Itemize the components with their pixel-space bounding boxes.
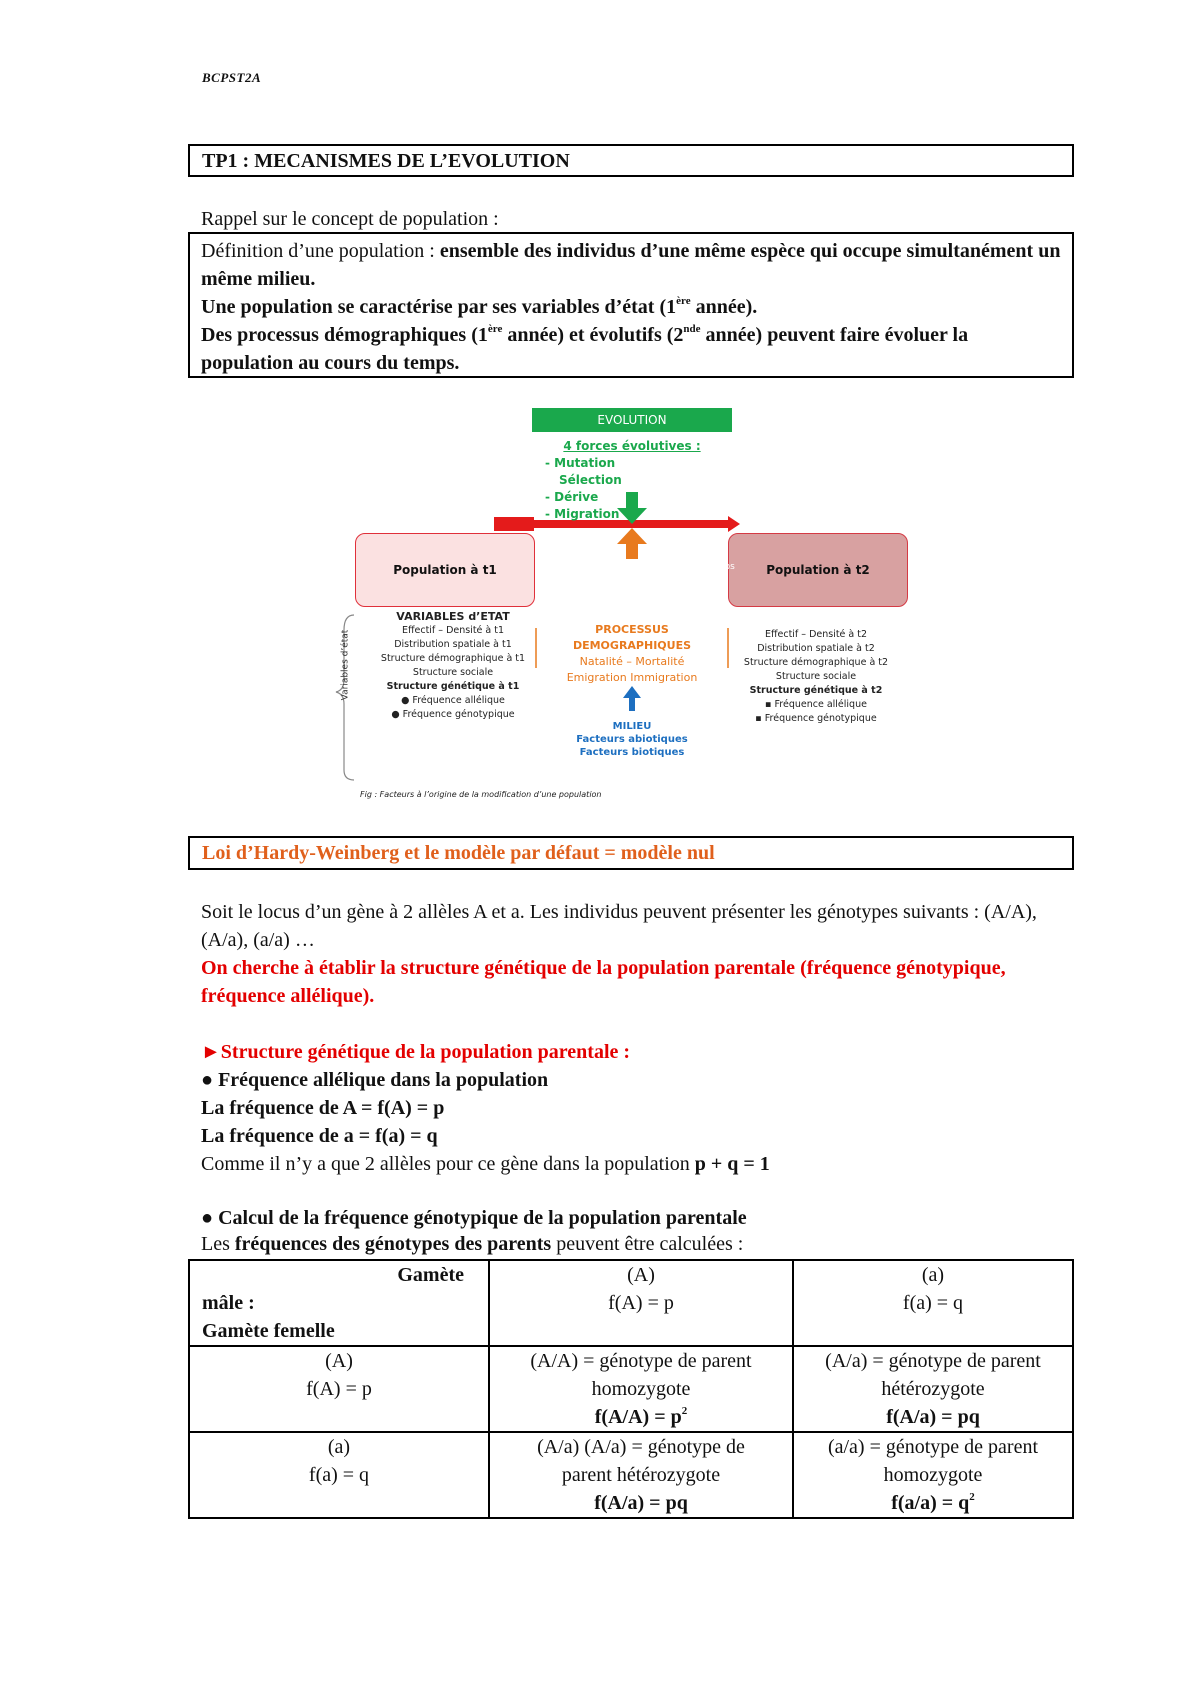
hardy-weinberg-title: Loi d’Hardy-Weinberg et le modèle par défaut = modèle nul xyxy=(188,836,1074,870)
corner-male: mâle : xyxy=(202,1292,255,1314)
line2-b: année). xyxy=(690,296,758,318)
population-t2: Population à t2 xyxy=(728,533,908,607)
table-corner xyxy=(189,1260,489,1346)
row-header-A xyxy=(189,1346,489,1432)
forces-title: 4 forces évolutives : xyxy=(563,439,701,453)
cell-aa-sup: 2 xyxy=(969,1491,975,1503)
allele-frequency-heading: ● Fréquence allélique dans la population xyxy=(201,1069,549,1091)
row-a: (a) xyxy=(327,1436,351,1458)
milieu-item: Facteurs biotiques xyxy=(579,747,685,758)
demo-arrow-shaft xyxy=(626,543,638,559)
forces-list xyxy=(515,438,749,523)
line3-sup2: nde xyxy=(683,323,701,335)
cell-aa xyxy=(793,1432,1073,1518)
variable-item: Effectif – Densité à t2 xyxy=(764,629,868,640)
variable-item: Structure génétique à t1 xyxy=(386,681,520,692)
col-a: (a) xyxy=(921,1264,945,1286)
definition-line1 xyxy=(201,237,1061,293)
variable-item: Structure sociale xyxy=(412,667,494,678)
force-item: - Mutation xyxy=(545,456,616,470)
cell-Aa-line1: (A/a) = génotype de parent xyxy=(825,1350,1041,1372)
intro-bold: fréquences des génotypes des parents xyxy=(234,1233,552,1255)
evolution-header: EVOLUTION xyxy=(532,408,732,432)
cell-Aa-line2: hétérozygote xyxy=(881,1378,985,1400)
variables-t1 xyxy=(378,610,528,722)
milieu-title: MILIEU xyxy=(612,721,652,732)
demo-item: Natalité – Mortalité xyxy=(579,655,685,668)
definition-line2 xyxy=(201,293,1061,321)
demo-title-1: PROCESSUS xyxy=(595,623,669,636)
variable-item: Structure génétique à t2 xyxy=(749,685,883,696)
cell-aA-freq: f(A/a) = pq xyxy=(594,1492,688,1514)
cell-aa-formula: f(a/a) = q xyxy=(891,1492,970,1514)
line2-a: Une population se caractérise par ses variables d’état (1 xyxy=(201,296,677,318)
intro-a: Les xyxy=(201,1233,235,1255)
demo-title-2: DEMOGRAPHIQUES xyxy=(572,639,692,652)
cell-aa-line1: (a/a) = génotype de parent xyxy=(827,1436,1039,1458)
force-item: - Dérive xyxy=(545,490,599,504)
cell-AA-line2: homozygote xyxy=(591,1378,691,1400)
variable-item: Effectif – Densité à t1 xyxy=(401,625,505,636)
col-A-freq: f(A) = p xyxy=(608,1292,674,1314)
figure-caption: Fig : Facteurs à l’origine de la modification d’une population xyxy=(360,790,602,799)
header-tag: BCPST2A xyxy=(202,70,262,85)
col-header-A xyxy=(489,1260,793,1346)
milieu-item: Facteurs abiotiques xyxy=(576,734,688,745)
cell-aa-line2: homozygote xyxy=(883,1464,983,1486)
row-A-freq: f(A) = p xyxy=(306,1378,372,1400)
col-header-a xyxy=(793,1260,1073,1346)
freq-A: La fréquence de A = f(A) = p xyxy=(201,1097,445,1119)
table-row xyxy=(189,1346,1073,1432)
cell-aA-line1: (A/a) (A/a) = génotype de xyxy=(537,1436,745,1458)
milieu-arrow-head xyxy=(623,686,641,698)
sum-statement xyxy=(201,1150,1081,1178)
genotype-frequency-heading: ● Calcul de la fréquence génotypique de la population parentale xyxy=(201,1207,747,1229)
variable-item: Structure démographique à t1 xyxy=(380,653,526,664)
cell-aA-line2: parent hétérozygote xyxy=(561,1464,721,1486)
cell-AA-line1: (A/A) = génotype de parent xyxy=(530,1350,752,1372)
line3-a: Des processus démographiques (1 xyxy=(201,324,488,346)
variable-item: ● Fréquence allélique xyxy=(401,695,505,706)
cell-AA xyxy=(489,1346,793,1432)
row-header-a xyxy=(189,1432,489,1518)
variable-item: Structure démographique à t2 xyxy=(743,657,889,668)
definition-text: ensemble des individus d’une même espèce qui occupe simultanément un même milieu. xyxy=(201,240,1061,290)
cell-aA xyxy=(489,1432,793,1518)
force-item: Sélection xyxy=(559,473,622,487)
demo-item: Emigration Immigration xyxy=(566,671,698,684)
cell-AA-sup: 2 xyxy=(681,1405,688,1417)
cell-Aa xyxy=(793,1346,1073,1432)
table-row xyxy=(189,1260,1073,1346)
line2-sup: ère xyxy=(676,295,691,307)
col-a-freq: f(a) = q xyxy=(902,1292,964,1314)
definition-line3 xyxy=(201,321,1061,377)
punnett-table xyxy=(188,1259,1074,1519)
cell-AA-freq xyxy=(494,1403,788,1431)
side-label: Variables d’état xyxy=(340,629,351,701)
variable-item: Distribution spatiale à t2 xyxy=(757,643,875,654)
variables-t2 xyxy=(726,628,906,726)
row-a-freq: f(a) = q xyxy=(308,1464,370,1486)
corner-gamete: Gamète xyxy=(397,1264,464,1286)
cell-Aa-freq: f(A/a) = pq xyxy=(886,1406,980,1428)
variables-title: VARIABLES d’ETAT xyxy=(396,610,510,623)
genotype-intro xyxy=(201,1230,1081,1258)
milieu xyxy=(522,720,742,759)
sum-formula: p + q = 1 xyxy=(694,1153,770,1175)
sum-text: Comme il n’y a que 2 allèles pour ce gène dans la population xyxy=(201,1153,695,1175)
corner-female: Gamète femelle xyxy=(202,1320,335,1342)
page-title: TP1 : MECANISMES DE L’EVOLUTION xyxy=(188,144,1074,177)
line3-c: année) peuvent faire évoluer la population au cours du temps. xyxy=(201,324,969,374)
time-arrow-label: Flèche du temps xyxy=(660,562,735,572)
cell-aa-freq xyxy=(798,1489,1068,1517)
section-structure: ►Structure génétique de la population parentale : xyxy=(201,1041,631,1063)
force-item: - Migration xyxy=(545,507,620,521)
cell-AA-formula: f(A/A) = p xyxy=(594,1406,682,1428)
line3-b: année) et évolutifs (2 xyxy=(502,324,684,346)
variable-item: Structure sociale xyxy=(775,671,857,682)
population-t1: Population à t1 xyxy=(355,533,535,607)
col-A: (A) xyxy=(627,1264,655,1286)
demo-arrow-head xyxy=(617,528,647,544)
milieu-arrow-shaft xyxy=(629,697,635,711)
definition-label: Définition d’une population : xyxy=(201,240,440,262)
goal-paragraph: On cherche à établir la structure génétique de la population parentale (fréquence génotypique, fréquence allélique). xyxy=(201,957,1006,1007)
line3-sup1: ère xyxy=(487,323,503,335)
row-A: (A) xyxy=(325,1350,353,1372)
evolution-diagram xyxy=(330,400,930,810)
recall-heading: Rappel sur le concept de population : xyxy=(201,208,499,230)
variable-item: Distribution spatiale à t1 xyxy=(394,639,512,650)
freq-a: La fréquence de a = f(a) = q xyxy=(201,1125,438,1147)
variable-item: ▪ Fréquence génotypique xyxy=(755,713,877,724)
demographic-processes xyxy=(522,622,742,686)
table-row xyxy=(189,1432,1073,1518)
variable-item: ▪ Fréquence allélique xyxy=(765,699,867,710)
definition-box xyxy=(188,232,1074,378)
variable-item: ● Fréquence génotypique xyxy=(391,709,515,720)
intro-b: peuvent être calculées : xyxy=(551,1233,744,1255)
locus-paragraph: Soit le locus d’un gène à 2 allèles A et a. Les individus peuvent présenter les génotypes suivants : (A/A), (A/a), (a/a) … xyxy=(201,901,1037,951)
